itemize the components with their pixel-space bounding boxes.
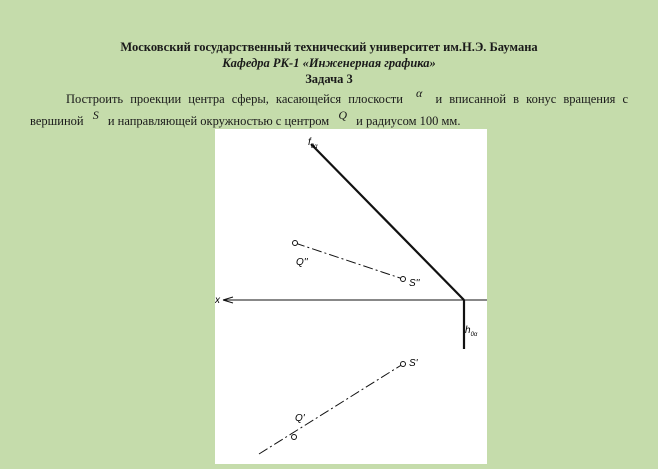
- task-title: Задача 3: [305, 72, 353, 86]
- alpha-symbol: α: [416, 86, 423, 100]
- top-axis-line: [259, 364, 403, 454]
- x-axis-label: x: [215, 295, 220, 306]
- frontal-trace-label: $f_{0\alpha}$: [308, 137, 318, 150]
- drawing-sheet: [215, 129, 487, 464]
- statement-part-5: и радиусом 100 мм.: [356, 114, 461, 128]
- statement-part-1: Построить проекции центра сферы, касающейся плоскости: [66, 92, 403, 106]
- s-front-label: S'': [409, 278, 420, 289]
- q-top-point: [292, 435, 297, 440]
- q-front-label: Q'': [296, 257, 308, 268]
- s-front-point: [401, 277, 406, 282]
- university-title: Московский государственный технический университет им.Н.Э. Баумана: [120, 40, 538, 54]
- statement-part-3: вершиной: [30, 114, 84, 128]
- s-symbol: S: [92, 108, 99, 122]
- department-title: Кафедра РК-1 «Инженерная графика»: [222, 56, 436, 70]
- projection-drawing: [215, 129, 487, 464]
- s-top-point: [401, 362, 406, 367]
- statement-part-4: и направляющей окружностью с центром: [107, 114, 330, 128]
- q-front-point: [293, 241, 298, 246]
- q-top-label: Q': [295, 413, 305, 424]
- statement-line-2: [30, 108, 630, 129]
- horizontal-trace-label: $h_{0\alpha}$: [465, 325, 478, 338]
- s-top-label: S': [409, 358, 418, 369]
- frontal-trace-line: [311, 144, 464, 300]
- front-axis-line: [295, 243, 403, 279]
- statement-part-2: и вписанной в конус вращения с: [435, 92, 629, 106]
- statement-line-1: [30, 86, 629, 107]
- q-symbol: Q: [338, 108, 347, 122]
